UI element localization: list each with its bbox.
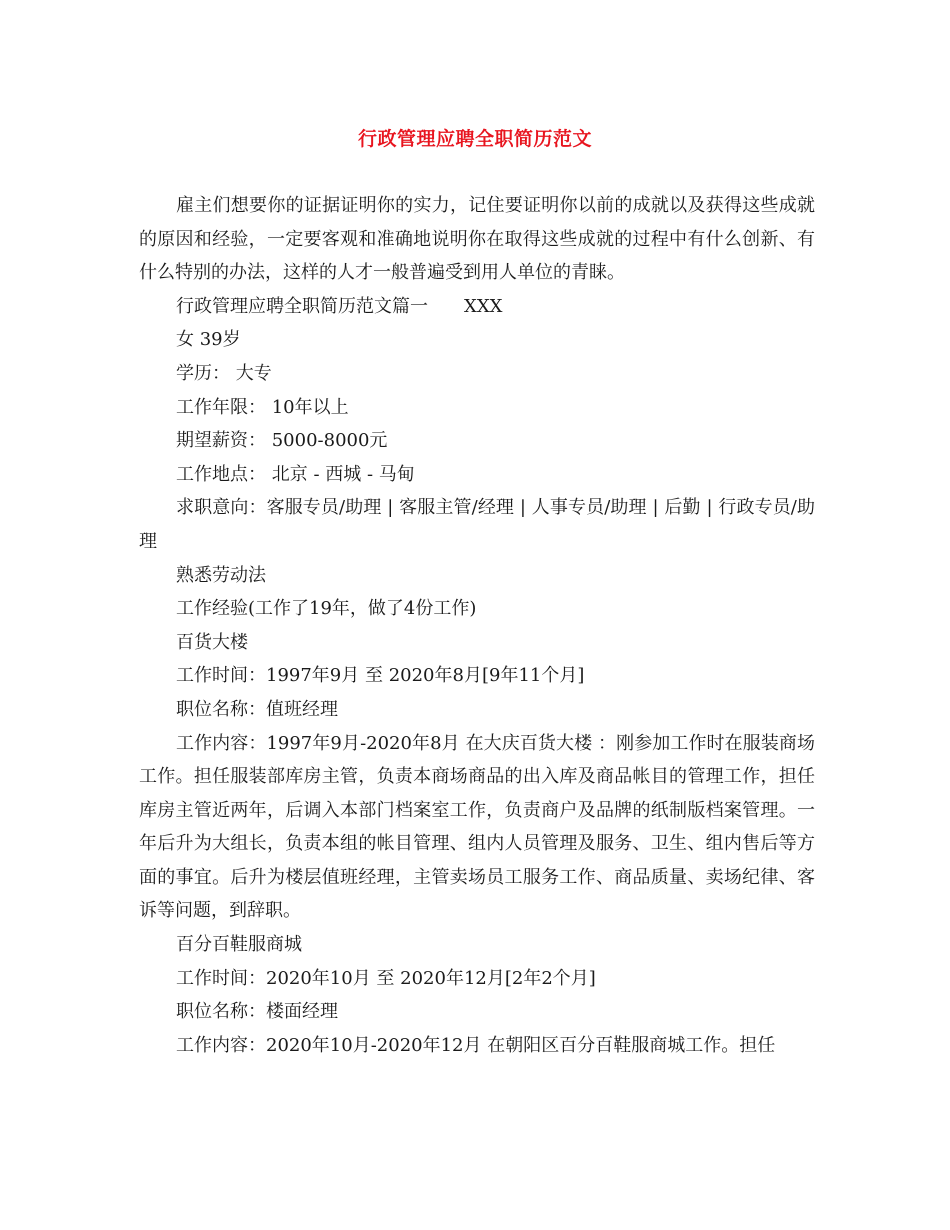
job-title-2: 职位名称：楼面经理: [176, 1001, 338, 1023]
experience-summary-line: 工作经验(工作了19年，做了4份工作): [176, 598, 477, 620]
job-content-1: 工作内容：1997年9月-2020年8月 在大庆百货大楼 ：刚参加工作时在服装商场工作。担任服装部库房主管，负责本商场商品的出入库及商品帐目的管理工作，担任库房主管近两年，后调入本部门档案室工作，负责商户及品牌的纸制版档案管理。一年后升为大组长，负责本组的帐目管理、组内人员管理及服务、卫生、组内售后等方面的事宜。后升为楼层值班经理，主管卖场员工服务工作、商品质量、卖场纪律、客诉等问题，到辞职。: [139, 732, 815, 922]
document-body: [139, 189, 815, 1062]
work-period-2: 工作时间：2020年10月 至 2020年12月[2年2个月]: [176, 967, 596, 989]
employer-name-1: 百货大楼: [176, 631, 248, 653]
education-line: 学历： 大专: [176, 362, 272, 384]
job-title-1: 职位名称：值班经理: [176, 698, 338, 720]
document-title: 行政管理应聘全职简历范文: [357, 128, 592, 150]
resume-heading: 行政管理应聘全职简历范文篇一 XXX: [176, 295, 503, 317]
skill-line: 熟悉劳动法: [176, 564, 266, 586]
employer-name-2: 百分百鞋服商城: [176, 934, 302, 956]
work-period-1: 工作时间：1997年9月 至 2020年8月[9年11个月]: [176, 665, 585, 687]
job-content-2: 工作内容：2020年10月-2020年12月 在朝阳区百分百鞋服商城工作。担任: [176, 1034, 776, 1056]
intro-paragraph: 雇主们想要你的证据证明你的实力，记住要证明你以前的成就以及获得这些成就的原因和经验，一定要客观和准确地说明你在取得这些成就的过程中有什么创新、有什么特别的办法，这样的人才一般普遍受到用人单位的青睐。: [139, 195, 815, 284]
work-years-line: 工作年限： 10年以上: [176, 396, 349, 418]
job-intention-line: 求职意向：客服专员/助理 | 客服主管/经理 | 人事专员/助理 | 后勤 | 行政专员/助理: [139, 497, 815, 552]
expected-salary-line: 期望薪资： 5000-8000元: [176, 430, 388, 452]
work-location-line: 工作地点： 北京 - 西城 - 马甸: [176, 463, 415, 485]
gender-age-line: 女 39岁: [176, 329, 241, 351]
